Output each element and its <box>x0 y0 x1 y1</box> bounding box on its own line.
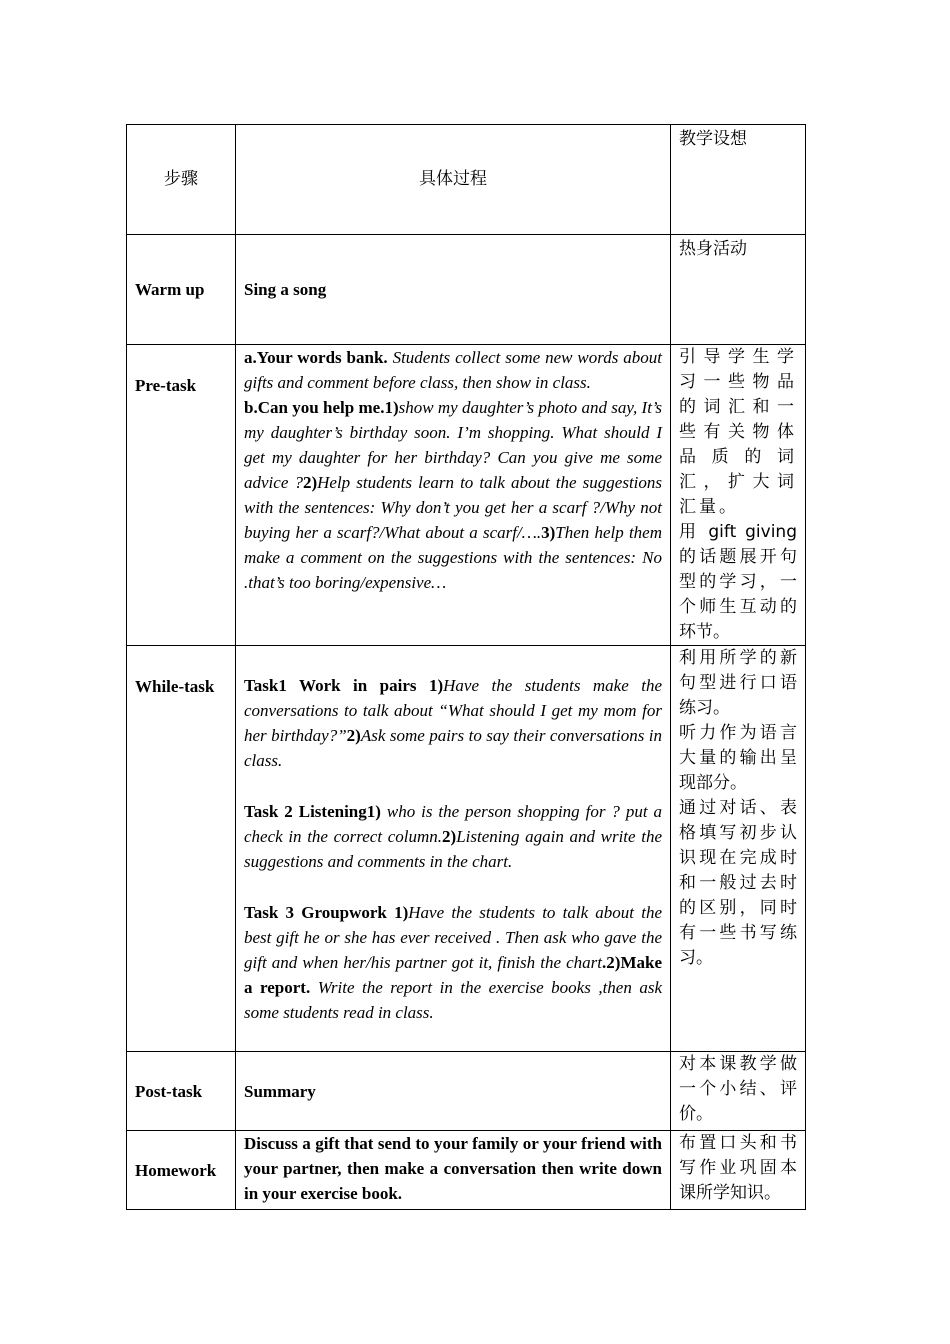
header-process: 具体过程 <box>236 125 671 235</box>
pretask-row <box>127 345 806 646</box>
whiletask-row <box>127 646 806 1052</box>
pretask-b-num1: 1) <box>384 398 399 417</box>
task1-text1: Have the students make the conversations to talk about “What should I get my mom for her birthday?” <box>244 676 663 745</box>
posttask-content: Summary <box>244 1081 316 1101</box>
task3-text1: Have the students to talk about the best gift he or she has ever received . Then ask who gave the gift and when her/his partner got it, finish the chart <box>244 903 662 972</box>
step-posttask: Post-task <box>127 1052 236 1131</box>
pretask-note-2: 用 gift giving的话题展开句型的学习，一个师生互动的环节。 <box>679 522 797 642</box>
task2-block <box>244 799 662 874</box>
pretask-a-title: a.Your words bank. <box>244 348 388 367</box>
whiletask-note-1: 利用所学的新句型进行口语练习。 <box>679 648 797 718</box>
task1-title: Task1 Work in pairs <box>244 676 429 695</box>
header-row <box>127 125 806 235</box>
task3-text2: Write the report in the exercise books ,then ask some students read in class. <box>244 978 662 1022</box>
task1-num2: 2) <box>346 726 361 745</box>
pretask-a-text: Students collect some new words about gifts and comment before class, then show in class. <box>244 348 662 392</box>
pretask-b-num2: 2) <box>302 473 318 492</box>
task1-text2: Ask some pairs to say their conversations in class. <box>244 726 662 770</box>
task1-num1: 1) <box>428 676 444 695</box>
step-warmup: Warm up <box>127 235 236 345</box>
warmup-row <box>127 235 806 345</box>
pretask-b-text3: Then help them make a comment on the suggestions with the sentences: No .that’s too boring/expensive… <box>244 523 662 592</box>
lesson-plan-table <box>126 124 806 1210</box>
header-step: 步骤 <box>127 125 236 235</box>
step-homework: Homework <box>127 1131 236 1210</box>
step-whiletask: While-task <box>127 646 236 1052</box>
whiletask-content <box>236 646 671 1052</box>
step-pretask: Pre-task <box>127 345 236 646</box>
pretask-note-1: 引导学生学习一些物品的词汇和一些有关物体品质的词汇，扩大词汇量。 <box>679 347 797 517</box>
task2-text2: Listening again and write the suggestions and comments in the chart. <box>244 827 662 871</box>
warmup-note: 热身活动 <box>671 235 806 345</box>
pretask-b-title: b.Can you help me. <box>244 398 385 417</box>
homework-row <box>127 1131 806 1210</box>
homework-note: 布置口头和书写作业巩固本课所学知识。 <box>671 1131 806 1210</box>
pretask-b-text2: Help students learn to talk about the suggestions with the sentences: Why don’t you get her a scarf ?/Why not buying her a scarf?/What about a scarf/…. <box>244 473 663 542</box>
task3-block <box>244 900 662 1025</box>
task3-title: Task 3 Groupwork <box>244 903 395 922</box>
pretask-b-num3: 3) <box>541 523 556 542</box>
task3-num2: .2)Make a report. <box>244 953 662 997</box>
task2-title: Task 2 Listening1) <box>244 802 381 821</box>
homework-content: Discuss a gift that send to your family or your friend with your partner, then make a conversation then write down in your exercise book. <box>236 1131 671 1210</box>
task1-block <box>244 673 662 773</box>
pretask-b-text1: show my daughter’s photo and say, It’s my daughter’s birthday soon. I’m shopping. What should I get my daughter for her birthday? Can you give me some advice ? <box>244 398 663 492</box>
task2-text1: who is the person shopping for ? put a check in the correct column. <box>244 802 663 846</box>
posttask-row <box>127 1052 806 1131</box>
header-intent: 教学设想 <box>671 125 806 235</box>
task3-num1: 1) <box>394 903 409 922</box>
whiletask-note-3: 通过对话、表格填写初步认识现在完成时和一般过去时的区别，同时有一些书写练习。 <box>679 798 797 968</box>
warmup-content: Sing a song <box>244 280 327 299</box>
pretask-content <box>236 345 671 646</box>
whiletask-note-2: 听力作为语言大量的输出呈现部分。 <box>679 723 797 793</box>
posttask-note: 对本课教学做一个小结、评价。 <box>671 1052 806 1131</box>
task2-num2: 2) <box>442 827 457 846</box>
